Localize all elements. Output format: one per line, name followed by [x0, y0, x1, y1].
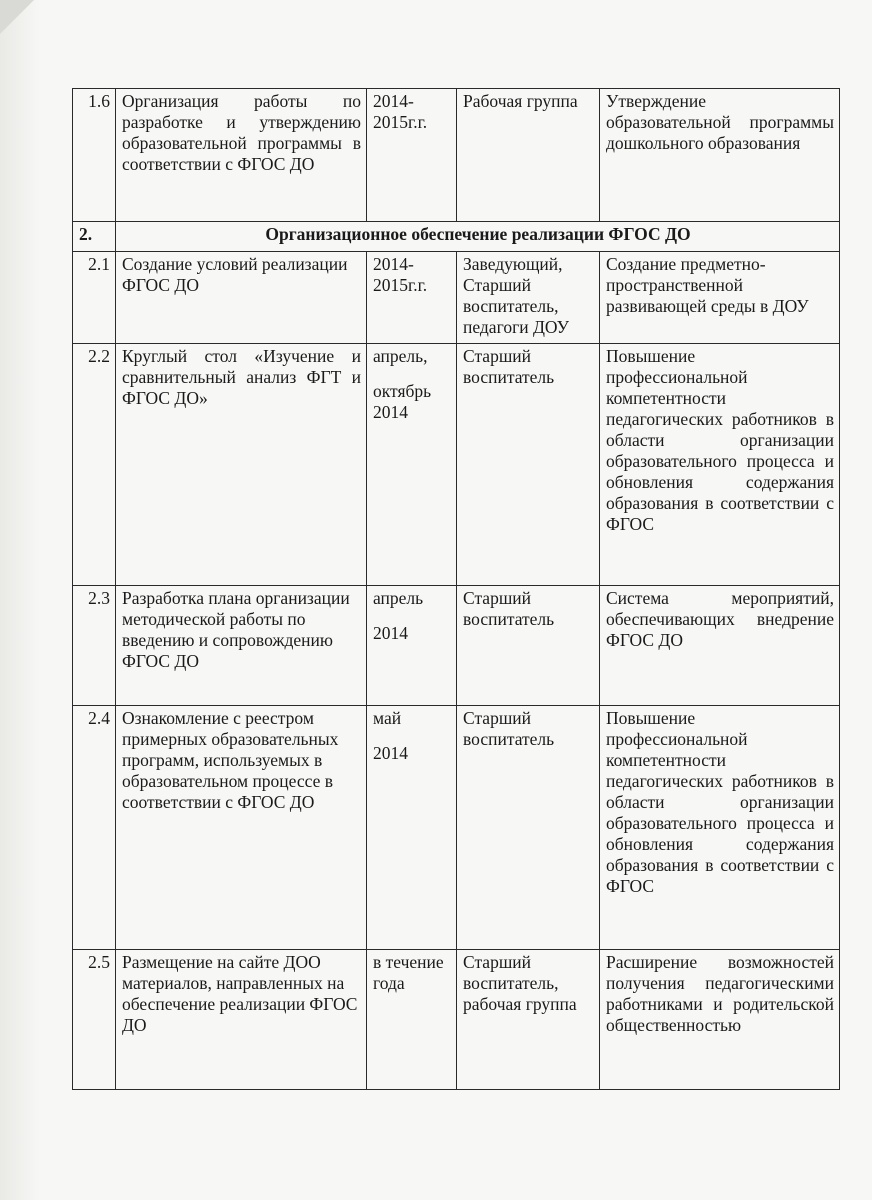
event-cell: Размещение на сайте ДОО материалов, направленных на обеспечение реализации ФГОС ДО	[116, 950, 367, 1090]
result-cell: Расширение возможностей получения педагогическими работниками и родительской общественностью	[600, 950, 840, 1090]
responsible-cell: Рабочая группа	[457, 89, 600, 222]
term-cell: 2014-2015г.г.	[367, 89, 457, 222]
event-cell: Ознакомление с реестром примерных образовательных программ, используемых в образовательном процессе в соответствии с ФГОС ДО	[116, 706, 367, 950]
event-cell: Круглый стол «Изучение и сравнительный анализ ФГТ и ФГОС ДО»	[116, 344, 367, 586]
plan-table	[72, 88, 840, 1090]
term-cell: в течение года	[367, 950, 457, 1090]
table-row	[73, 586, 840, 706]
row-number: 1.6	[73, 89, 116, 222]
term-line: 2014	[373, 743, 408, 763]
table-row	[73, 344, 840, 586]
responsible-cell: Старший воспитатель	[457, 706, 600, 950]
event-cell: Разработка плана организации методической работы по введению и сопровождению ФГОС ДО	[116, 586, 367, 706]
responsible-cell: Старший воспитатель	[457, 586, 600, 706]
term-line: октябрь 2014	[373, 381, 432, 422]
term-line: апрель	[373, 588, 424, 608]
table-row	[73, 950, 840, 1090]
term-cell	[367, 586, 457, 706]
term-line: апрель,	[373, 346, 428, 366]
event-cell: Создание условий реализации ФГОС ДО	[116, 252, 367, 344]
table-row	[73, 252, 840, 344]
section-number: 2.	[73, 222, 116, 252]
section-title: Организационное обеспечение реализации ФГОС ДО	[116, 222, 840, 252]
term-cell	[367, 706, 457, 950]
row-number: 2.1	[73, 252, 116, 344]
row-number: 2.3	[73, 586, 116, 706]
table-row	[73, 706, 840, 950]
term-line: май	[373, 708, 402, 728]
row-number: 2.4	[73, 706, 116, 950]
table-row	[73, 89, 840, 222]
term-line: 2014	[373, 623, 408, 643]
responsible-cell: Старший воспитатель	[457, 344, 600, 586]
result-cell: Повышение профессиональной компетентности педагогических работников в области организации образовательного процесса и обновления содержания образования в соответствии с ФГОС	[600, 706, 840, 950]
event-cell: Организация работы по разработке и утверждению образовательной программы в соответствии с ФГОС ДО	[116, 89, 367, 222]
term-cell	[367, 344, 457, 586]
scan-shadow	[0, 0, 40, 1200]
responsible-cell: Заведующий, Старший воспитатель, педагоги ДОУ	[457, 252, 600, 344]
row-number: 2.5	[73, 950, 116, 1090]
result-cell: Повышение профессиональной компетентности педагогических работников в области организации образовательного процесса и обновления содержания образования в соответствии с ФГОС	[600, 344, 840, 586]
row-number: 2.2	[73, 344, 116, 586]
corner-fold	[0, 0, 34, 34]
result-cell: Утверждение образовательной программы дошкольного образования	[600, 89, 840, 222]
term-cell: 2014-2015г.г.	[367, 252, 457, 344]
result-cell: Система мероприятий, обеспечивающих внедрение ФГОС ДО	[600, 586, 840, 706]
responsible-cell: Старший воспитатель, рабочая группа	[457, 950, 600, 1090]
section-row	[73, 222, 840, 252]
result-cell: Создание предметно-пространственной развивающей среды в ДОУ	[600, 252, 840, 344]
